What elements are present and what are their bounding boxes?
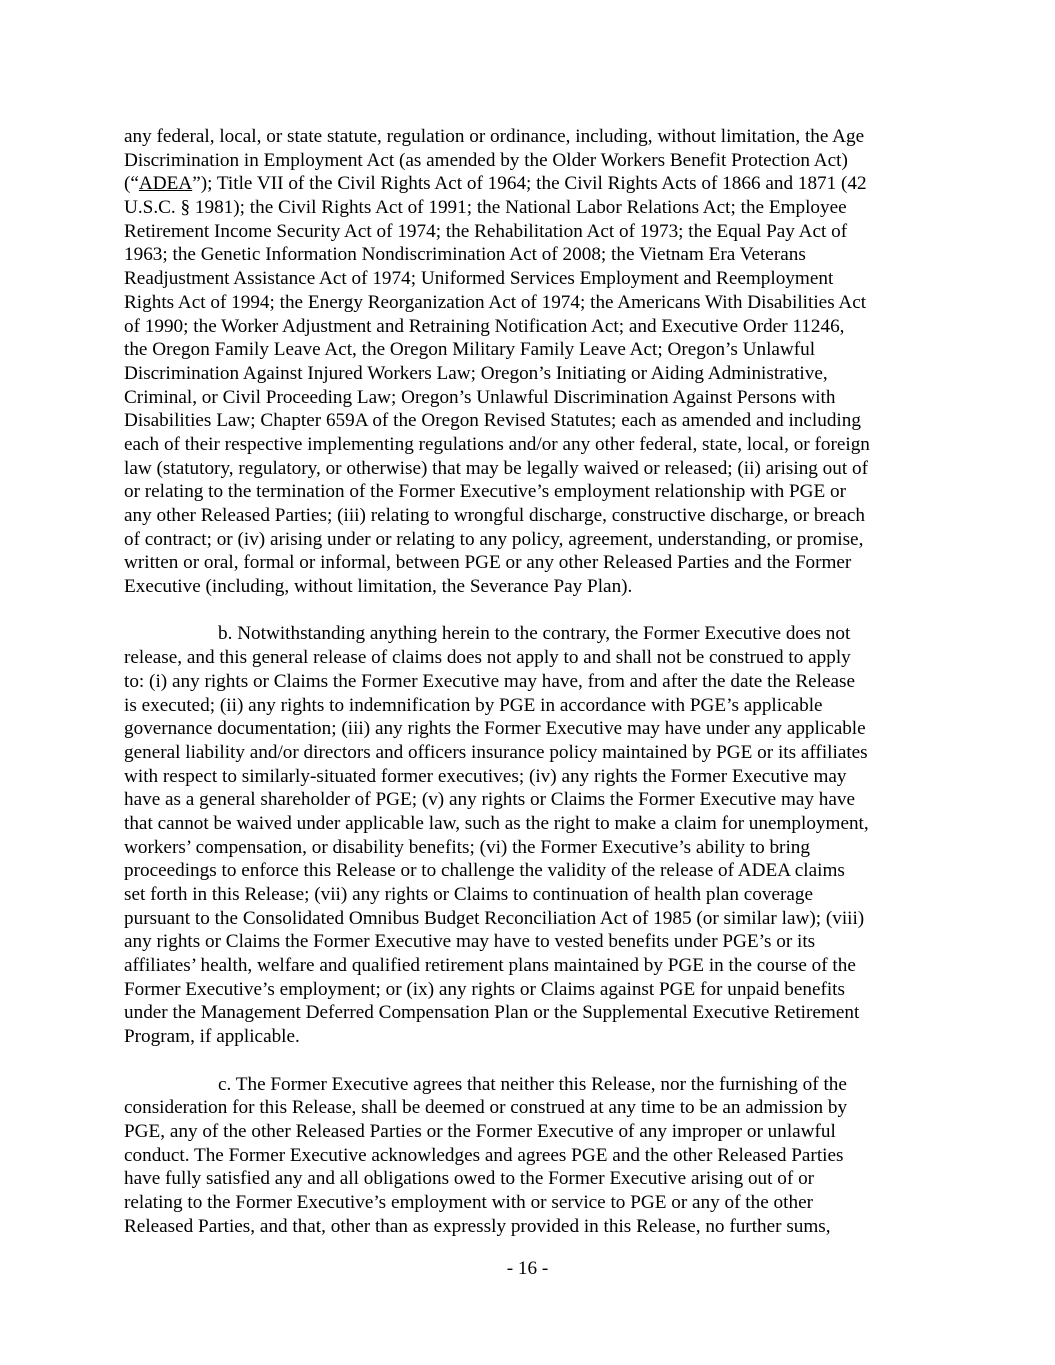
text-line: any federal, local, or state statute, regulation or ordinance, including, without limitation, the Age [124,126,865,147]
text-line: under the Management Deferred Compensation Plan or the Supplemental Executive Retirement [124,1002,860,1024]
text-line: Released Parties, and that, other than as expressly provided in this Release, no further sums, [124,1215,831,1237]
text-line: of 1990; the Worker Adjustment and Retraining Notification Act; and Executive Order 11246, [124,315,845,337]
text-line-adea [124,172,936,196]
text-line: U.S.C. § 1981); the Civil Rights Act of 1991; the National Labor Relations Act; the Employee [124,197,847,219]
defined-term-adea: ADEA [138,173,193,195]
text-line: is executed; (ii) any rights to indemnification by PGE in accordance with PGE’s applicable [124,694,823,716]
open-quote: (“ [124,173,139,195]
text-line: Program, if applicable. [124,1026,300,1048]
text-line: pursuant to the Consolidated Omnibus Budget Reconciliation Act of 1985 (or similar law); (viii) [124,907,865,929]
text-line: affiliates’ health, welfare and qualified retirement plans maintained by PGE in the course of the [124,955,856,977]
text-line: Criminal, or Civil Proceeding Law; Oregon’s Unlawful Discrimination Against Persons with [124,386,836,408]
text-line: Retirement Income Security Act of 1974; the Rehabilitation Act of 1973; the Equal Pay Act of [124,220,848,242]
text-line: Executive (including, without limitation, the Severance Pay Plan). [124,576,633,598]
paragraph-b [124,622,936,1048]
text-line: Disabilities Law; Chapter 659A of the Oregon Revised Statutes; each as amended and including [124,410,861,432]
document-page [124,125,936,1238]
text-line: general liability and/or directors and officers insurance policy maintained by PGE or its affiliates [124,741,868,763]
text-line: any other Released Parties; (iii) relating to wrongful discharge, constructive discharge, or breach [124,505,865,526]
text-line: conduct. The Former Executive acknowledges and agrees PGE and the other Released Parties [124,1144,844,1166]
text-line: written or oral, formal or informal, between PGE or any other Released Parties and the Former [124,552,852,574]
text-line: with respect to similarly-situated former executives; (iv) any rights the Former Executive may [124,765,847,787]
text-line: have fully satisfied any and all obligations owed to the Former Executive arising out of or [124,1168,815,1190]
text-line: each of their respective implementing regulations and/or any other federal, state, local, or foreign [124,433,870,455]
text-line: have as a general shareholder of PGE; (v) any rights or Claims the Former Executive may have [124,789,856,811]
text-line: Discrimination in Employment Act (as amended by the Older Workers Benefit Protection Act) [124,149,848,171]
text-line: Discrimination Against Injured Workers Law; Oregon’s Initiating or Aiding Administrative, [124,362,828,384]
text-line: consideration for this Release, shall be deemed or construed at any time to be an admission by [124,1097,848,1119]
text-line: Rights Act of 1994; the Energy Reorganization Act of 1974; the Americans With Disabilities Act [124,291,867,313]
text-line: release, and this general release of claims does not apply to and shall not be construed to apply [124,647,851,669]
text-line: any rights or Claims the Former Executive may have to vested benefits under PGE’s or its [124,931,816,953]
text-line: of contract; or (iv) arising under or relating to any policy, agreement, understanding, or promise, [124,528,864,550]
text-continuation: ”); Title VII of the Civil Rights Act of 1964; the Civil Rights Acts of 1866 and 1871 (42 [192,173,867,195]
paragraph-spacer [124,1049,936,1073]
text-line: relating to the Former Executive’s employment with or service to PGE or any of the other [124,1191,813,1213]
text-line: to: (i) any rights or Claims the Former Executive may have, from and after the date the Release [124,670,856,692]
paragraph-a [124,125,936,599]
text-line-first: b. Notwithstanding anything herein to the contrary, the Former Executive does not [218,623,851,645]
page-number: - 16 - [506,1258,549,1279]
text-line-first: c. The Former Executive agrees that neither this Release, nor the furnishing of the [218,1073,847,1095]
paragraph-c [124,1073,936,1239]
text-line: set forth in this Release; (vii) any rights or Claims to continuation of health plan coverage [124,884,813,905]
text-line: governance documentation; (iii) any rights the Former Executive may have under any applicable [124,718,866,740]
text-line: or relating to the termination of the Former Executive’s employment relationship with PGE or [124,481,847,503]
text-line: 1963; the Genetic Information Nondiscrimination Act of 2008; the Vietnam Era Veterans [124,244,806,266]
text-line: Former Executive’s employment; or (ix) any rights or Claims against PGE for unpaid benefits [124,978,845,1000]
text-line: that cannot be waived under applicable law, such as the right to make a claim for unemployment, [124,812,869,834]
text-line: the Oregon Family Leave Act, the Oregon Military Family Leave Act; Oregon’s Unlawful [124,339,816,361]
text-line: Readjustment Assistance Act of 1974; Uniformed Services Employment and Reemployment [124,268,834,290]
text-line: proceedings to enforce this Release or to challenge the validity of the release of ADEA claims [124,860,845,882]
text-line: PGE, any of the other Released Parties or the Former Executive of any improper or unlawful [124,1120,836,1142]
paragraph-spacer [124,599,936,623]
text-line: workers’ compensation, or disability benefits; (vi) the Former Executive’s ability to bring [124,836,810,858]
text-line: law (statutory, regulatory, or otherwise) that may be legally waived or released; (ii) arising out of [124,457,868,479]
